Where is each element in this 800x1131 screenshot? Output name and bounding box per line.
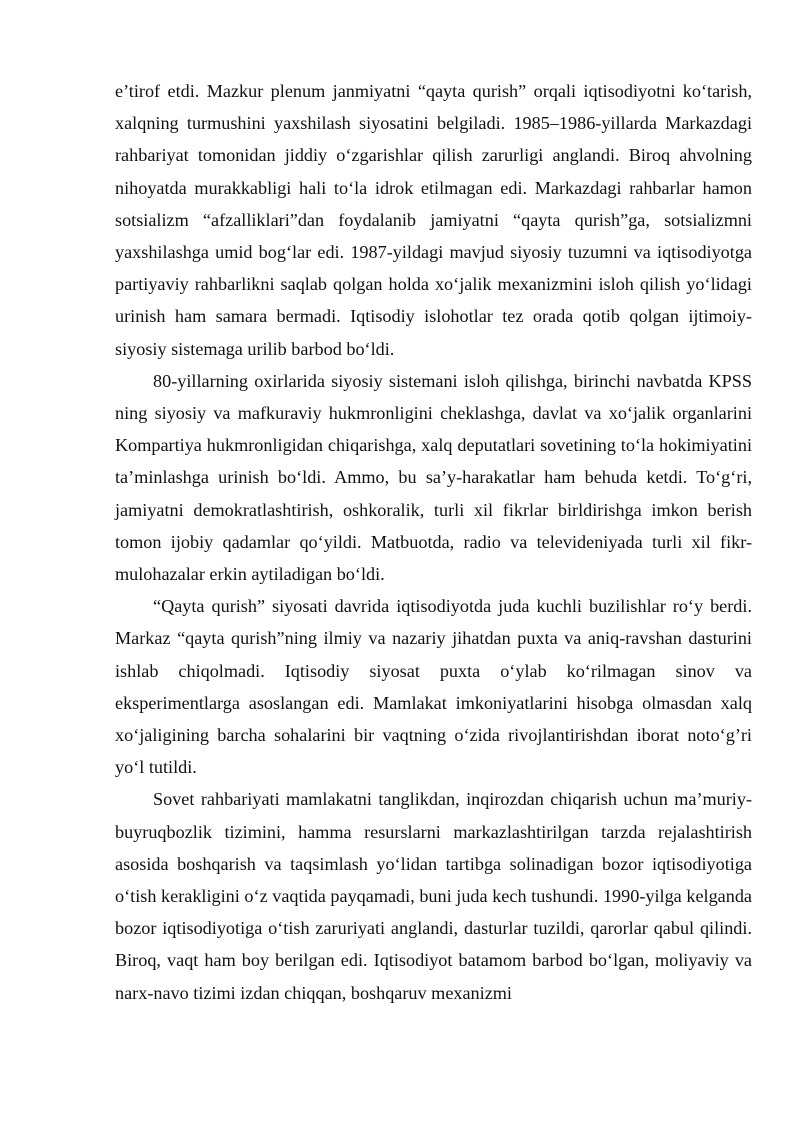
document-body <box>115 75 752 1009</box>
paragraph-4: Sovet rahbariyati mamlakatni tanglikdan, inqirozdan chiqarish uchun ma’muriy-buyruqbozlik tizimini, hamma resurslarni markazlashtirilgan tarzda rejalashtirish asosida boshqarish va taqsimlash yo‘lidan tartibga solinadigan bozor iqtisodiyotiga o‘tish kerakligini o‘z vaqtida payqamadi, buni juda kech tushundi. 1990-yilga kelganda bozor iqtisodiyotiga o‘tish zaruriyati anglandi, dasturlar tuzildi, qarorlar qabul qilindi. Biroq, vaqt ham boy berilgan edi. Iqtisodiyot batamom barbod bo‘lgan, moliyaviy va narx-navo tizimi izdan chiqqan, boshqaruv mexanizmi <box>115 789 752 1003</box>
paragraph-2: 80-yillarning oxirlarida siyosiy sistemani isloh qilishga, birinchi navbatda KPSS ning siyosiy va mafkuraviy hukmronligini cheklashga, davlat va xo‘jalik organlarini Kompartiya hukmronligidan chiqarishga, xalq deputatlari sovetining to‘la hokimiyatini ta’minlashga urinish bo‘ldi. Ammo, bu sa’y-harakatlar ham behuda ketdi. To‘g‘ri, jamiyatni demokratlashtirish, oshkoralik, turli xil fikrlar birldirishga imkon berish tomon ijobiy qadamlar qo‘yildi. Matbuotda, radio va televideniyada turli xil fikr-mulohazalar erkin aytiladigan bo‘ldi. <box>115 370 752 585</box>
paragraph-3: “Qayta qurish” siyosati davrida iqtisodiyotda juda kuchli buzilishlar ro‘y berdi. Markaz “qayta qurish”ning ilmiy va nazariy jihatdan puxta va aniq-ravshan dasturini ishlab chiqolmadi. Iqtisodiy siyosat puxta o‘ylab ko‘rilmagan sinov va eksperimentlarga asoslangan edi. Mamlakat imkoniyatlarini hisobga olmasdan xalq xo‘jaligining barcha sohalarini bir vaqtning o‘zida rivojlantirishdan iborat noto‘g’ri yo‘l tutildi. <box>115 596 752 778</box>
paragraph-1: e’tirof etdi. Mazkur plenum janmiyatni “qayta qurish” orqali iqtisodiyotni ko‘tarish, xalqning turmushini yaxshilash siyosatini belgiladi. 1985–1986-yillarda Markazdagi rahbariyat tomonidan jiddiy o‘zgarishlar qilish zarurligi anglandi. Biroq ahvolning nihoyatda murakkabligi hali to‘la idrok etilmagan edi. Markazdagi rahbarlar hamon sotsializm “afzalliklari”dan foydalanib jamiyatni “qayta qurish”ga, sotsializmni yaxshilashga umid bog‘lar edi. 1987-yildagi mavjud siyosiy tuzumni va iqtisodiyotga partiyaviy rahbarlikni saqlab qolgan holda xo‘jalik mexanizmini isloh qilish yo‘lidagi urinish ham samara bermadi. Iqtisodiy islohotlar tez orada qotib qolgan ijtimoiy-siyosiy sistemaga urilib barbod bo‘ldi. <box>115 81 752 359</box>
